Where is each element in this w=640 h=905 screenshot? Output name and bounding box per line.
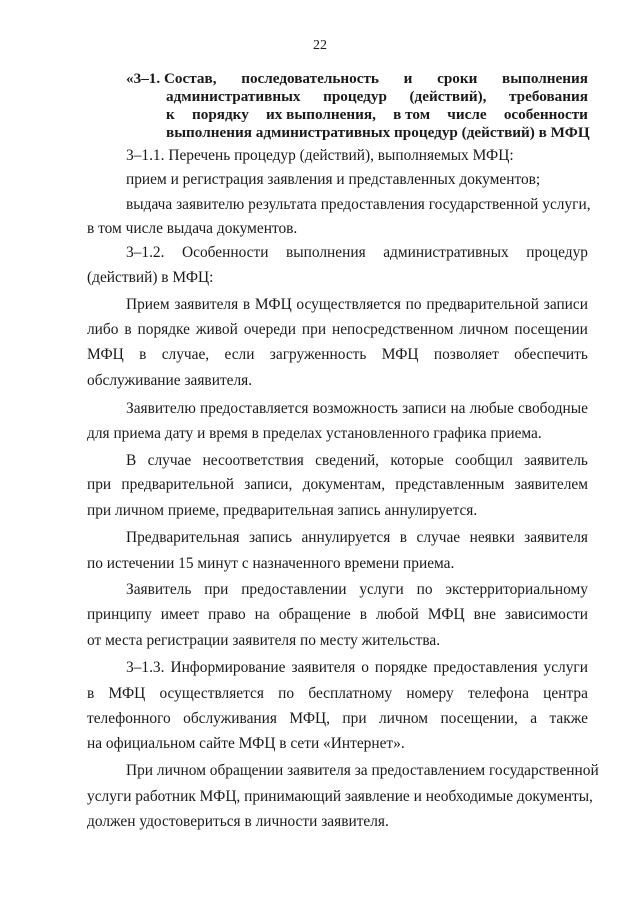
word: 3–1.2.: [126, 244, 165, 261]
text-line: [126, 169, 588, 191]
line-text: в том числе выдача документов.: [87, 220, 298, 237]
heading-word: их выполнения,: [266, 106, 376, 123]
word: на: [254, 606, 270, 623]
line-text: При личном обращении заявителя за предоставлением государственной: [126, 762, 599, 779]
word: заявителя: [291, 659, 356, 676]
line-text: обслуживание заявителя.: [87, 372, 253, 389]
word: случае: [147, 452, 192, 469]
word: в: [87, 685, 95, 702]
word: осуществляется: [159, 685, 264, 702]
text-line: [87, 630, 588, 652]
word: сообщил: [455, 452, 513, 469]
line-text: от места регистрации заявителя по месту жительства.: [87, 632, 441, 649]
text-line: [87, 267, 588, 289]
word: в: [399, 529, 408, 546]
word: загруженность: [269, 346, 367, 363]
line-text: на официальном сайте МФЦ в сети «Интернет».: [87, 735, 405, 752]
word: позволяет: [433, 346, 499, 363]
word: посещении,: [440, 710, 518, 727]
heading-word: сроки: [437, 70, 478, 87]
word: а: [530, 710, 538, 727]
word: Особенности: [182, 244, 269, 261]
word: обращение: [278, 606, 351, 623]
heading-word: выполнения: [502, 70, 588, 87]
text-line: [87, 474, 588, 496]
line-text: 3–1.1. Перечень процедур (действий), выполняемых МФЦ:: [126, 147, 514, 164]
word: очереди: [243, 321, 296, 338]
word: в: [139, 346, 147, 363]
heading-word: к: [166, 106, 175, 123]
heading-line: [126, 70, 588, 88]
text-line: [87, 708, 588, 730]
word: сведений,: [315, 452, 380, 469]
word: телефонного: [87, 710, 171, 727]
word: осуществляется: [296, 296, 401, 313]
text-line: [126, 145, 588, 167]
heading-word: порядку: [191, 106, 249, 123]
word: МФЦ: [87, 346, 124, 363]
text-line: [87, 683, 588, 705]
word: порядке: [374, 659, 428, 676]
word: имеет: [160, 606, 200, 623]
word: также: [549, 710, 588, 727]
text-line: [126, 194, 591, 216]
text-line: [126, 294, 588, 316]
word: представленным: [395, 476, 505, 493]
word: которые: [390, 452, 444, 469]
text-line: [126, 398, 588, 420]
heading-word: особенности: [503, 106, 588, 123]
text-line: [87, 604, 588, 626]
word: телефона: [467, 685, 529, 702]
word: обслуживания: [183, 710, 277, 727]
word: запись: [248, 529, 292, 546]
word: МФЦ: [427, 606, 465, 623]
line-text: выдача заявителю результата предоставления государственной услуги,: [126, 196, 591, 213]
text-line: [126, 242, 588, 264]
word: свободные: [517, 400, 588, 417]
word: услуги: [359, 581, 404, 598]
word: выполнения: [286, 244, 366, 261]
word: документам,: [302, 476, 386, 493]
word: МФЦ: [254, 296, 292, 313]
word: любые: [469, 400, 514, 417]
word: записи,: [244, 476, 293, 493]
word: несоответствия: [202, 452, 304, 469]
word: по: [416, 581, 433, 598]
word: случае,: [161, 346, 210, 363]
text-line: [87, 218, 588, 240]
word: личном: [459, 321, 509, 338]
word: предоставлении: [241, 581, 347, 598]
word: бесплатному: [308, 685, 393, 702]
word: в: [242, 296, 251, 313]
word: порядке: [137, 321, 190, 338]
word: МФЦ,: [289, 710, 330, 727]
word: административных: [383, 244, 509, 261]
text-line: [87, 786, 593, 808]
word: при: [301, 321, 327, 338]
word: в: [359, 606, 367, 623]
word: личном: [378, 710, 429, 727]
word: Предварительная: [126, 529, 240, 546]
heading-line: [126, 106, 588, 124]
word: зависимости: [504, 606, 588, 623]
line-text: (действий) в МФЦ:: [87, 269, 214, 286]
word: либо: [87, 321, 119, 338]
word: по: [278, 685, 295, 702]
page-number: 22: [313, 38, 327, 53]
line-text: при личном приеме, предварительная запись аннулируется.: [87, 502, 478, 519]
heading-word: «3–1. Состав,: [126, 70, 217, 87]
text-line: [126, 527, 588, 549]
line-text: должен удостовериться в личности заявителя.: [87, 813, 389, 830]
line-text: для приема дату и время в пределах установленного графика приема.: [87, 425, 542, 442]
word: заявитель: [524, 452, 588, 469]
word: при: [204, 581, 229, 598]
text-line: [87, 500, 588, 522]
word: предоставления: [433, 659, 538, 676]
text-line: [87, 811, 588, 833]
word: Заявитель: [126, 581, 192, 598]
word: предоставляется: [199, 400, 309, 417]
word: в: [124, 321, 132, 338]
word: о: [361, 659, 369, 676]
word: МФЦ: [108, 685, 146, 702]
word: 3–1.3.: [126, 659, 165, 676]
heading-word: в том: [393, 106, 431, 123]
word: услуги: [543, 659, 588, 676]
word: заявителем: [514, 476, 588, 493]
word: В: [126, 452, 137, 469]
word: предварительной: [426, 296, 539, 313]
word: предварительной: [121, 476, 235, 493]
heading-word: числе: [447, 106, 487, 123]
word: на: [450, 400, 466, 417]
heading-word: (действий),: [409, 88, 487, 105]
word: при: [87, 476, 112, 493]
word: экстерриториальному: [445, 581, 588, 598]
word: вне: [473, 606, 496, 623]
word: центра: [543, 685, 588, 702]
word: заявителя: [174, 296, 239, 313]
word: возможность: [312, 400, 398, 417]
text-line: [87, 319, 588, 341]
word: записи: [402, 400, 447, 417]
word: если: [224, 346, 255, 363]
heading-word: выполнения административных процедур (действий) в МФЦ: [166, 124, 590, 141]
heading-line: [126, 88, 588, 106]
word: непосредственном: [331, 321, 454, 338]
text-line: [87, 733, 588, 755]
text-line: [87, 423, 588, 445]
heading-word: требования: [509, 88, 588, 105]
word: обеспечить: [514, 346, 588, 363]
text-line: [87, 344, 588, 366]
word: Прием: [126, 296, 170, 313]
heading-word: процедур: [323, 88, 387, 105]
word: Заявителю: [126, 400, 196, 417]
heading-word: и: [403, 70, 413, 87]
word: посещении: [514, 321, 588, 338]
line-text: прием и регистрация заявления и представленных документов;: [126, 171, 541, 188]
word: любой: [375, 606, 419, 623]
word: право: [208, 606, 246, 623]
text-line: [126, 657, 588, 679]
word: при: [342, 710, 367, 727]
text-line: [87, 553, 588, 575]
heading-word: административных: [166, 88, 301, 105]
word: МФЦ: [381, 346, 419, 363]
line-text: по истечении 15 минут с назначенного времени приема.: [87, 555, 455, 572]
word: аннулируется: [301, 529, 391, 546]
word: случае: [416, 529, 461, 546]
heading-word: последовательность: [241, 70, 379, 87]
section-heading: [126, 70, 588, 142]
text-line: [126, 450, 588, 472]
word: заявителя: [524, 529, 588, 546]
line-text: услуги работник МФЦ, принимающий заявление и необходимые документы,: [87, 788, 593, 805]
heading-line: [126, 124, 588, 142]
text-line: [87, 370, 588, 392]
word: неявки: [469, 529, 515, 546]
word: Информирование: [170, 659, 286, 676]
word: принципу: [87, 606, 152, 623]
text-line: [126, 579, 588, 601]
word: процедур: [526, 244, 588, 261]
word: записи: [543, 296, 588, 313]
word: по: [405, 296, 422, 313]
text-line: [126, 760, 599, 782]
word: живой: [195, 321, 238, 338]
word: номеру: [406, 685, 454, 702]
